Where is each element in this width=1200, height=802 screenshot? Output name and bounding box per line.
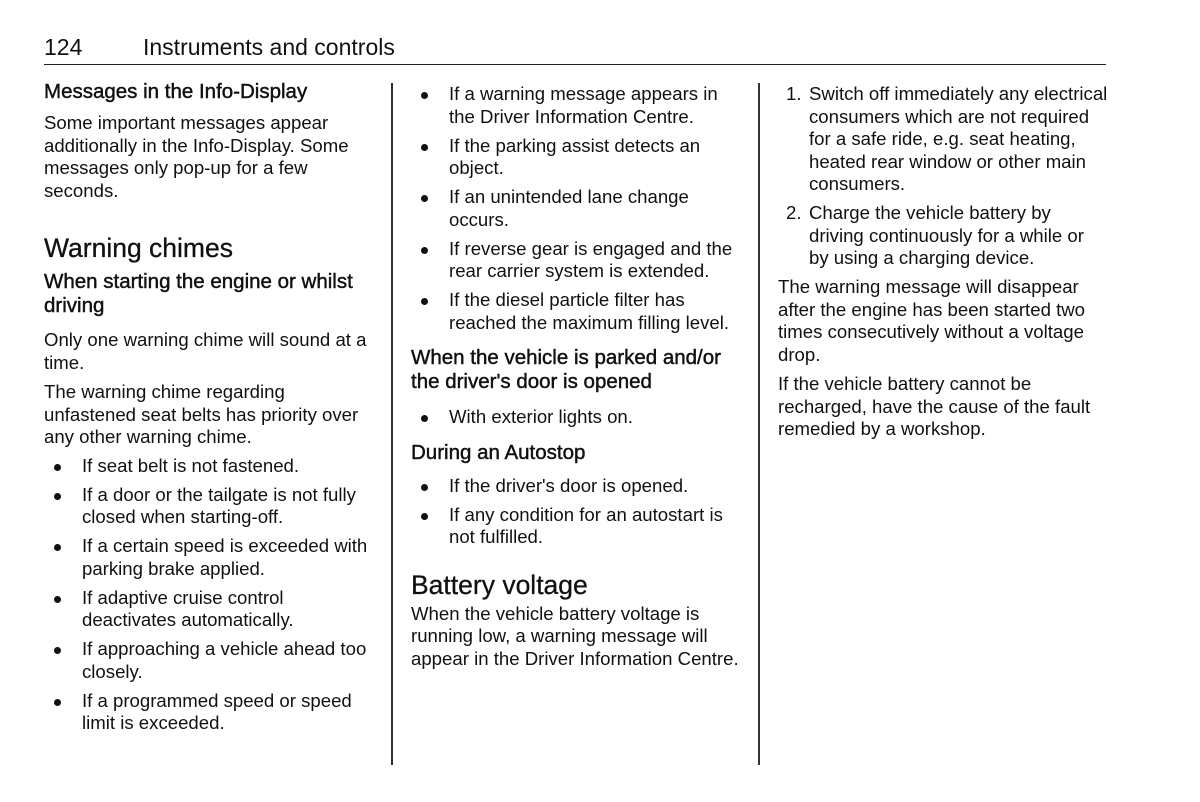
battery-voltage-heading: Battery voltage xyxy=(411,569,588,600)
messages-heading: Messages in the Info-Display xyxy=(44,80,308,103)
list-item: With exterior lights on. xyxy=(411,406,746,429)
list-item: If the diesel particle filter has reached the maximum filling level. xyxy=(411,289,746,334)
disappear-paragraph: The warning message will disappear after the engine has been started two times consecutively without a voltage drop. xyxy=(778,276,1086,365)
chime-conditions-list xyxy=(44,455,379,735)
bullet-icon xyxy=(421,298,428,305)
list-item: If seat belt is not fastened. xyxy=(44,455,379,478)
bullet-icon xyxy=(54,544,61,551)
workshop-paragraph: If the vehicle battery cannot be recharged, have the cause of the fault remedied by a workshop. xyxy=(778,373,1091,439)
section-title: Instruments and controls xyxy=(143,34,395,60)
chime-conditions-list-continued xyxy=(411,83,746,334)
autostop-conditions-list xyxy=(411,475,746,549)
page-header xyxy=(44,34,1106,65)
page-number: 124 xyxy=(44,34,83,60)
bullet-icon xyxy=(421,415,428,422)
warning-chimes-heading: Warning chimes xyxy=(44,233,233,263)
bullet-icon xyxy=(421,484,428,491)
bullet-icon xyxy=(421,247,428,254)
column-1 xyxy=(44,80,379,743)
step-number: 1. xyxy=(786,83,802,104)
autostop-heading: During an Autostop xyxy=(411,440,586,464)
list-item: If a warning message appears in the Driver Information Centre. xyxy=(411,83,746,128)
bullet-icon xyxy=(54,464,61,471)
bullet-icon xyxy=(54,596,61,603)
list-item: If adaptive cruise control deactivates automatically. xyxy=(44,587,379,632)
step-number: 2. xyxy=(786,202,802,223)
starting-driving-heading: When starting the engine or whilst driving xyxy=(44,270,353,317)
list-item: If any condition for an autostart is not fulfilled. xyxy=(411,504,746,549)
list-item: 1. Switch off immediately any electrical consumers which are not required for a safe ride, e.g. seat heating, heated rear window or other main consumers. xyxy=(786,83,1108,194)
column-divider-2 xyxy=(758,83,760,765)
column-2 xyxy=(411,83,746,677)
bullet-icon xyxy=(421,144,428,151)
battery-steps-list xyxy=(778,83,1108,270)
list-item: If a certain speed is exceeded with parking brake applied. xyxy=(44,535,379,580)
messages-paragraph: Some important messages appear additionally in the Info-Display. Some messages only pop-up for a few seconds. xyxy=(44,112,349,201)
list-item: 2. Charge the vehicle battery by driving continuously for a while or by using a charging device. xyxy=(786,202,1084,268)
bullet-icon xyxy=(421,513,428,520)
bullet-icon xyxy=(54,493,61,500)
list-item: If a door or the tailgate is not fully closed when starting-off. xyxy=(44,484,379,529)
one-chime-paragraph: Only one warning chime will sound at a time. xyxy=(44,329,367,373)
list-item: If reverse gear is engaged and the rear carrier system is extended. xyxy=(411,238,746,283)
priority-paragraph: The warning chime regarding unfastened seat belts has priority over any other warning chime. xyxy=(44,381,359,447)
parked-conditions-list xyxy=(411,406,746,429)
bullet-icon xyxy=(421,92,428,99)
list-item: If an unintended lane change occurs. xyxy=(411,186,746,231)
list-item: If a programmed speed or speed limit is exceeded. xyxy=(44,690,379,735)
battery-paragraph: When the vehicle battery voltage is running low, a warning message will appear in the Driver Information Centre. xyxy=(411,602,739,669)
list-item: If the driver's door is opened. xyxy=(411,475,746,498)
list-item: If the parking assist detects an object. xyxy=(411,135,746,180)
bullet-icon xyxy=(54,647,61,654)
parked-heading: When the vehicle is parked and/or the driver's door is opened xyxy=(411,346,721,393)
list-item: If approaching a vehicle ahead too closely. xyxy=(44,638,379,683)
bullet-icon xyxy=(421,195,428,202)
column-3 xyxy=(778,83,1108,448)
bullet-icon xyxy=(54,699,61,706)
column-divider-1 xyxy=(391,83,393,765)
